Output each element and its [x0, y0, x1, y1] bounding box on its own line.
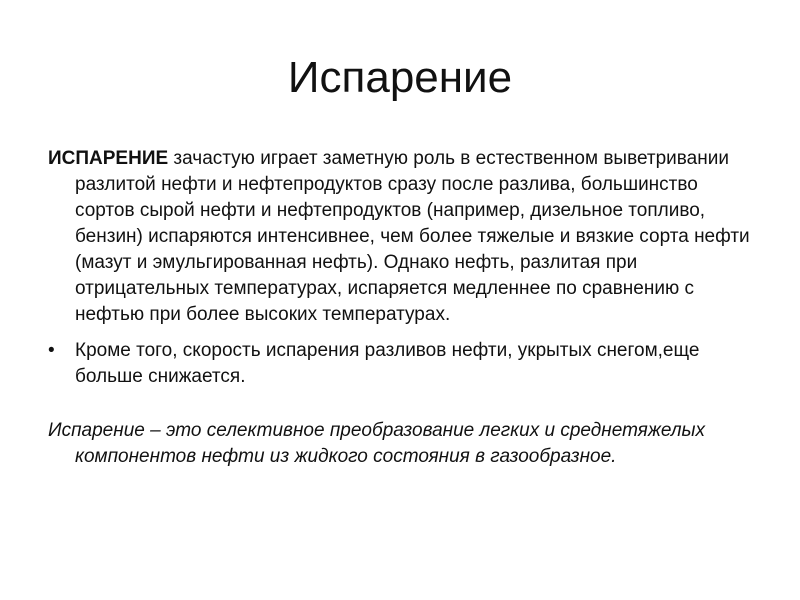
- intro-text: зачастую играет заметную роль в естественном выветривании разлитой нефти и нефтепродуктов сразу после разлива, большинство сортов сырой нефти и нефтепродуктов (например, дизельное топливо, бензин) испаряются интенсивнее, чем более тяжелые и вязкие сорта нефти (мазут и эмульгированная нефть). Однако нефть, разлитая при отрицательных температурах, испаряется медленнее по сравнению с нефтью при более высоких температурах.: [75, 148, 750, 325]
- slide-title: Испарение: [287, 53, 513, 102]
- bullet-text: Кроме того, скорость испарения разливов нефти, укрытых снегом,еще больше снижается.: [75, 340, 700, 387]
- definition-paragraph: Испарение – это селективное преобразование легких и среднетяжелых компонентов нефти из жидкого состояния в газообразное.: [48, 420, 706, 467]
- bullet-item: [48, 338, 760, 390]
- intro-lead-word: ИСПАРЕНИЕ: [48, 148, 169, 169]
- bullet-marker: •: [48, 340, 55, 361]
- slide-content: [48, 146, 760, 489]
- intro-paragraph: [48, 146, 760, 328]
